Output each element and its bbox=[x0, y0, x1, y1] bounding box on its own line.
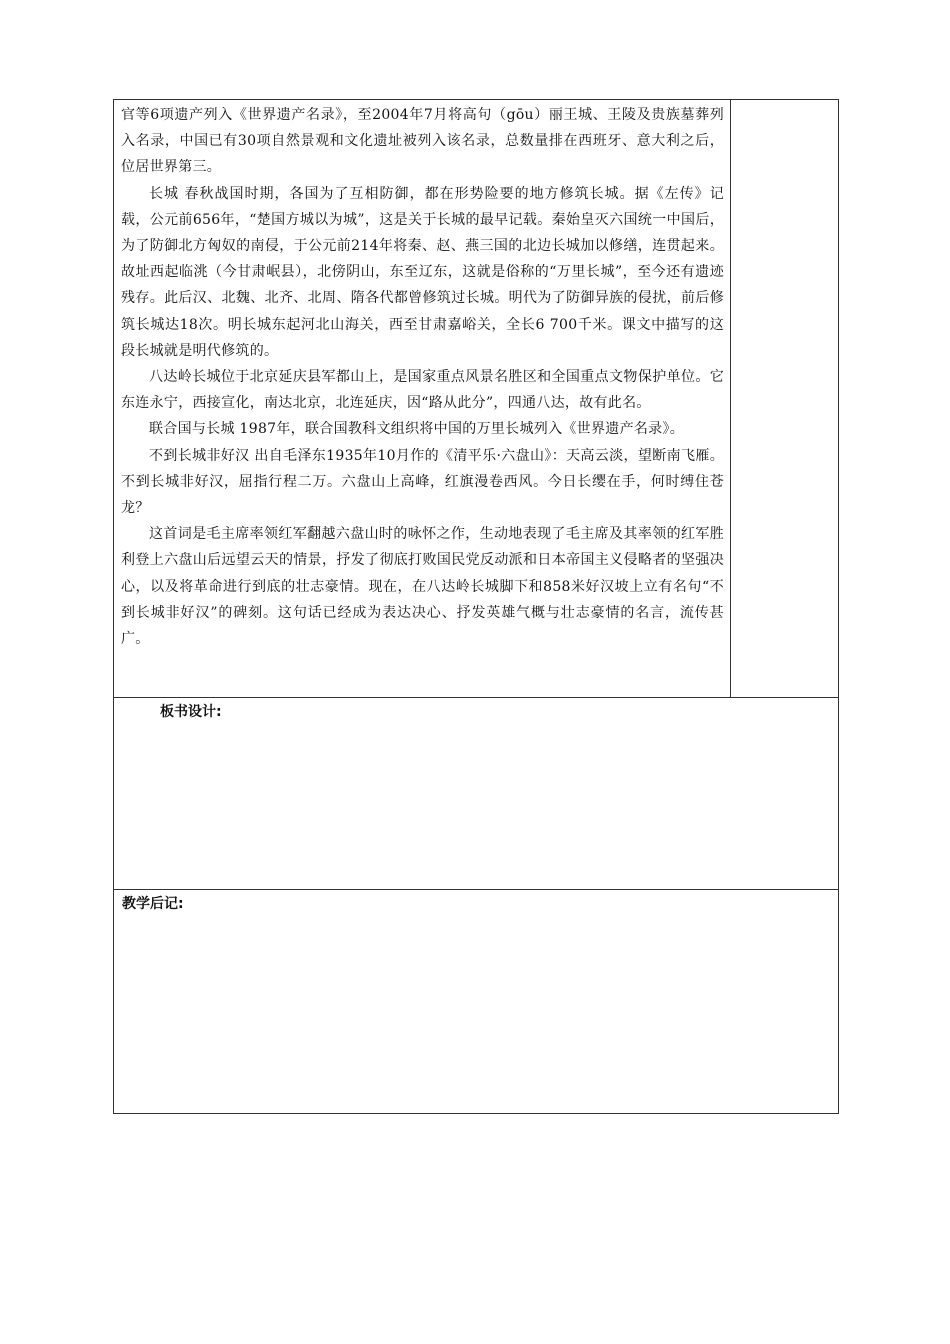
teaching-notes-cell bbox=[114, 890, 839, 1114]
teaching-notes-label: 教学后记: bbox=[122, 896, 184, 912]
paragraph-un-and-great-wall: 联合国与长城 1987年，联合国教科文组织将中国的万里长城列入《世界遗产名录》。 bbox=[149, 421, 685, 438]
board-design-label: 板书设计: bbox=[160, 704, 222, 720]
paragraph-world-heritage: 官等6项遗产列入《世界遗产名录》，至2004年7月将高句（gōu）丽王城、王陵及贵族墓葬列入名录，中国已有30项自然景观和文化遗址被列入该名录，总数量排在西班牙、意大利之后，位居世界第三。 bbox=[121, 107, 724, 176]
paragraph-poem-commentary: 这首词是毛主席率领红军翻越六盘山时的咏怀之作，生动地表现了毛主席及其率领的红军胜利登上六盘山后远望云天的情景，抒发了彻底打败国民党反动派和日本帝国主义侵略者的坚强决心，以及将革命进行到底的壮志豪情。现在，在八达岭长城脚下和858米好汉坡上立有名句“不到长城非好汉”的碑刻。这句话已经成为表达决心、抒发英雄气概与壮志豪情的名言，流传甚广。 bbox=[121, 526, 724, 648]
paragraph-great-wall-history: 长城 春秋战国时期，各国为了互相防御，都在形势险要的地方修筑长城。据《左传》记载，公元前656年，“楚国方城以为城”，这是关于长城的最早记载。秦始皇灭六国统一中国后，为了防御北方匈奴的南侵，于公元前214年将秦、赵、燕三国的北边长城加以修缮，连贯起来。故址西起临洮（今甘肃岷县），北傍阴山，东至辽东，这就是俗称的“万里长城”，至今还有遗迹残存。此后汉、北魏、北齐、北周、隋各代都曾修筑过长城。明代为了防御异族的侵扰，前后修筑长城达18次。明长城东起河北山海关，西至甘肃嘉峪关，全长6 700千米。课文中描写的这段长城就是明代修筑的。 bbox=[121, 185, 724, 359]
board-design-cell bbox=[114, 698, 839, 890]
content-row bbox=[114, 100, 839, 698]
side-notes-cell bbox=[731, 100, 839, 698]
content-cell bbox=[114, 100, 731, 698]
teaching-notes-row bbox=[114, 890, 839, 1114]
lesson-plan-table bbox=[113, 99, 839, 1114]
board-design-row bbox=[114, 698, 839, 890]
paragraph-badaling: 八达岭长城位于北京延庆县军都山上，是国家重点风景名胜区和全国重点文物保护单位。它东连永宁，西接宣化，南达北京，北连延庆，因“路从此分”，四通八达，故有此名。 bbox=[121, 369, 724, 412]
paragraph-poem: 不到长城非好汉 出自毛泽东1935年10月作的《清平乐·六盘山》：天高云淡，望断南飞雁。不到长城非好汉，屈指行程二万。六盘山上高峰，红旗漫卷西风。今日长缨在手，何时缚住苍龙？ bbox=[121, 447, 724, 517]
